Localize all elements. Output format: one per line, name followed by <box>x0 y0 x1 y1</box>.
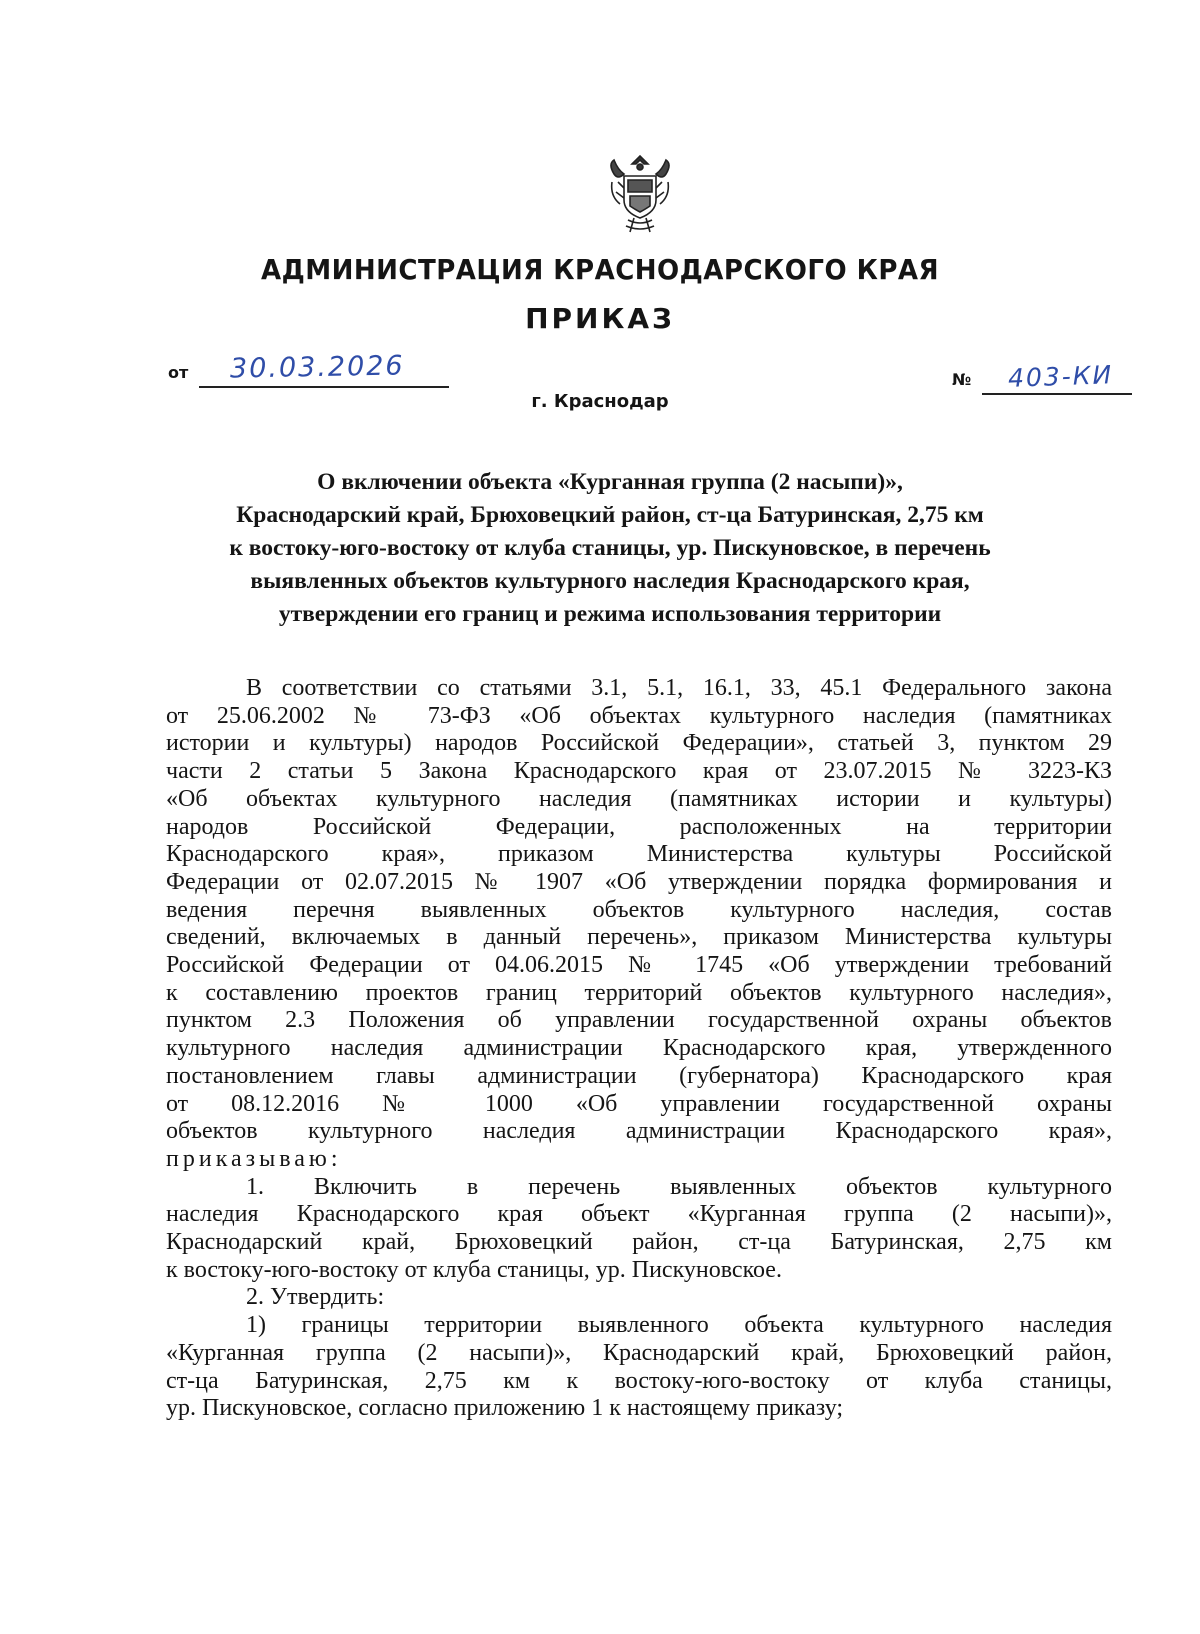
body-line: В соответствии со статьями 3.1, 5.1, 16.1, 33, 45.1 Федерального закона <box>246 675 1112 701</box>
body-line: к составлению проектов границ территорий объектов культурного наследия», <box>166 979 1112 1006</box>
body-line: к востоку-юго-востоку от клуба станицы, ур. Пискуновское. <box>166 1256 782 1283</box>
title-line: выявленных объектов культурного наследия Краснодарского края, <box>250 568 970 594</box>
body-line: постановлением главы администрации (губернатора) Краснодарского края <box>166 1062 1112 1089</box>
body-line: пунктом 2.3 Положения об управлении государственной охраны объектов <box>166 1007 1112 1034</box>
body-line: от 25.06.2002 № 73-ФЗ «Об объектах культурного наследия (памятниках <box>166 702 1112 729</box>
body-line: 1. Включить в перечень выявленных объектов культурного <box>246 1173 1112 1200</box>
body-line: Краснодарский край, Брюховецкий район, ст-ца Батуринская, 2,75 км <box>166 1229 1112 1256</box>
title-line: утверждении его границ и режима использования территории <box>278 601 942 627</box>
title-line: Краснодарский край, Брюховецкий район, ст-ца Батуринская, 2,75 км <box>236 502 984 528</box>
body-line: Российской Федерации от 04.06.2015 № 1745 «Об утверждении требований <box>166 952 1112 979</box>
body-line: части 2 статьи 5 Закона Краснодарского края от 23.07.2015 № 3223-КЗ <box>166 758 1112 785</box>
body-line: ведения перечня выявленных объектов культурного наследия, состав <box>166 896 1112 923</box>
date-handwritten: 30.03.2026 <box>229 350 405 385</box>
organization-name: АДМИНИСТРАЦИЯ КРАСНОДАРСКОГО КРАЯ <box>260 253 940 286</box>
date-label: от <box>168 363 189 382</box>
body-line: «Курганная группа (2 насыпи)», Краснодарский край, Брюховецкий район, <box>166 1339 1112 1366</box>
body-line: Федерации от 02.07.2015 № 1907 «Об утверждении порядка формирования и <box>166 868 1112 895</box>
body-line: «Об объектах культурного наследия (памятниках истории и культуры) <box>166 785 1112 812</box>
body-line: сведений, включаемых в данный перечень», приказом Министерства культуры <box>166 924 1112 951</box>
body-line: Краснодарского края», приказом Министерства культуры Российской <box>166 841 1112 868</box>
body-line: ст-ца Батуринская, 2,75 км к востоку-юго-востоку от клуба станицы, <box>166 1367 1112 1394</box>
title-line: О включении объекта «Курганная группа (2 насыпи)», <box>317 469 903 495</box>
body-line: истории и культуры) народов Российской Федерации», статьей 3, пунктом 29 <box>166 730 1112 757</box>
body-line: наследия Краснодарского края объект «Курганная группа (2 насыпи)», <box>166 1201 1112 1228</box>
body-line: 1) границы территории выявленного объекта культурного наследия <box>246 1312 1112 1339</box>
body-line: ур. Пискуновское, согласно приложению 1 к настоящему приказу; <box>166 1395 844 1422</box>
city-name: г. Краснодар <box>531 391 669 412</box>
document-body <box>166 675 1112 1423</box>
body-line: от 08.12.2016 № 1000 «Об управлении государственной охраны <box>166 1090 1112 1117</box>
number-handwritten: 403-КИ <box>1007 360 1114 393</box>
date-underline <box>199 386 449 388</box>
title-line: к востоку-юго-востоку от клуба станицы, ур. Пискуновское, в перечень <box>229 535 991 561</box>
body-line: культурного наследия администрации Краснодарского края, утвержденного <box>166 1035 1112 1062</box>
body-line: 2. Утвердить: <box>246 1284 385 1311</box>
document-type: ПРИКАЗ <box>525 302 675 335</box>
coat-of-arms-emblem <box>604 152 676 236</box>
decree-word: приказываю: <box>166 1145 342 1172</box>
number-label: № <box>952 370 972 389</box>
document-title <box>140 466 1080 631</box>
body-line: народов Российской Федерации, расположенных на территории <box>166 813 1112 840</box>
number-underline <box>982 393 1132 395</box>
body-line: объектов культурного наследия администрации Краснодарского края», <box>166 1118 1112 1145</box>
